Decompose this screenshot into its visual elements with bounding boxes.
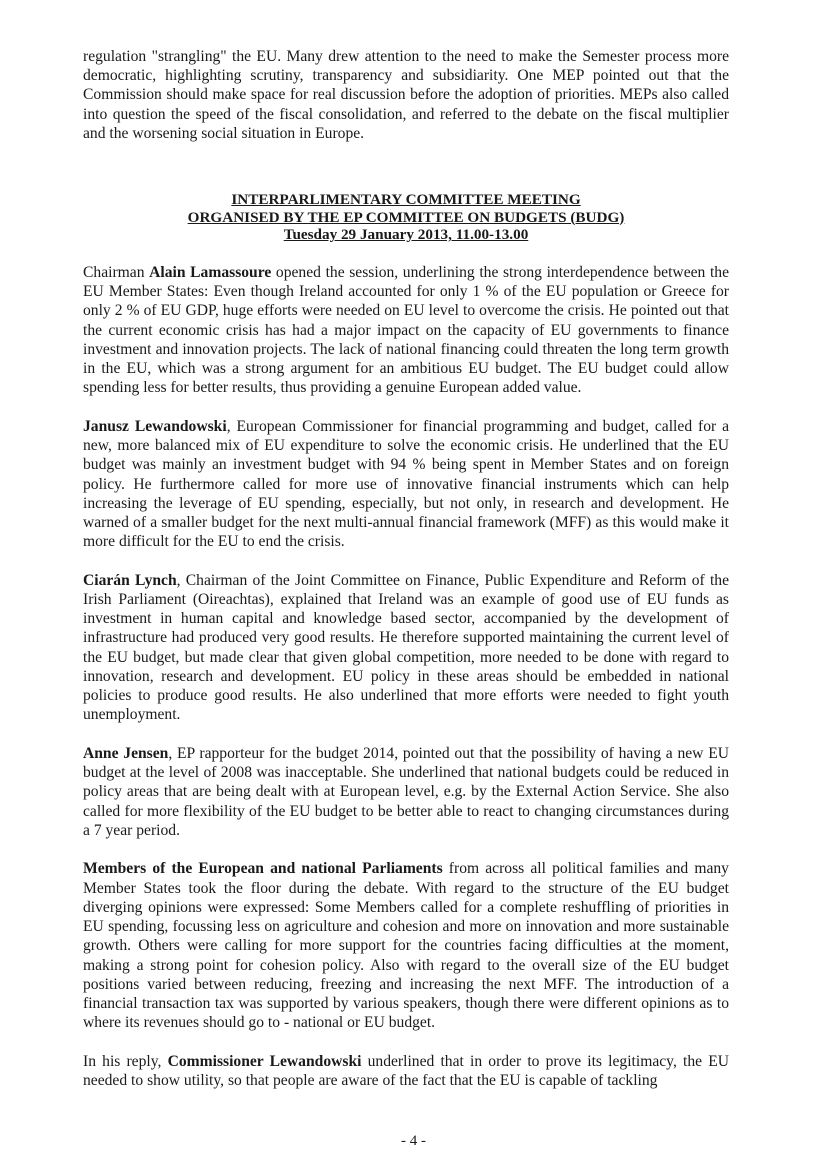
paragraph-text: from across all political families and many Member States took the floor during the debate. With regard to the structure of the EU budget diverging opinions were expressed: Some Members called for a complete reshuffling of priorities in EU spending, focussing less on agriculture and cohesion and more on innovation and more sustainable growth. Others were calling for more support for the countries facing difficulties at the moment, making a strong point for cohesion policy. Also with regard to the overall size of the EU budget positions varied between reducing, freezing and increasing the next MFF. The introduction of a financial transaction tax was supported by various speakers, though there were different opinions as to where its revenues should go to - national or EU budget.	[83, 860, 729, 1032]
paragraph-text: , European Commissioner for financial programming and budget, called for a new, more balanced mix of EU expenditure to solve the economic crisis. He underlined that the EU budget was mainly an investment budget with 94 % being spent in Member States and on foreign policy. He furthermore called for more use of innovative financial instruments which can help increasing the leverage of EU spending, especially, but not only, in research and development. He warned of a smaller budget for the next multi-annual financial framework (MFF) as this would make it more difficult for the EU to end the crisis.	[83, 417, 729, 551]
meeting-heading	[83, 191, 729, 244]
paragraph-lynch	[83, 571, 729, 725]
paragraph-text: underlined that in order to prove its legitimacy, the EU needed to show utility, so that people are aware of the fact that the EU is capable of tackling	[83, 1052, 730, 1090]
paragraph-lewandowski	[83, 417, 729, 551]
paragraph-text: , Chairman of the Joint Committee on Finance, Public Expenditure and Reform of the Irish Parliament (Oireachtas), explained that Ireland was an example of good use of EU funds as investment in human capital and knowledge based sector, accompanied by the development of infrastructure had produced very good results. He therefore supported maintaining the current level of the EU budget, but made clear that given global competition, more needed to be done with regard to innovation, research and development. EU policy in these areas should be embedded in national policies to produce good results. He also underlined that more efforts were needed to fight youth unemployment.	[83, 571, 729, 724]
paragraph-reply	[83, 1052, 729, 1090]
paragraph-members	[83, 859, 729, 1032]
speaker-name: Alain Lamassoure	[149, 264, 272, 281]
page-number: - 4 -	[401, 1133, 426, 1149]
paragraph-jensen	[83, 744, 729, 840]
speaker-name: Anne Jensen	[83, 744, 169, 762]
speaker-name: Commissioner Lewandowski	[167, 1052, 362, 1070]
paragraph-text: opened the session, underlining the strong interdependence between the EU Member States: Even though Ireland accounted for only 1 % of the EU population or Greece for only 2 % of EU GDP, huge efforts were needed on EU level to overcome the crisis. He pointed out that the current economic crisis has had a major impact on the capacity of EU governments to finance investment and innovation projects. The lack of national financing could threaten the long term growth in the EU, which was a strong argument for an ambitious EU budget. The EU budget could allow spending less for better results, thus providing a genuine European added value.	[83, 264, 730, 397]
heading-line-3: Tuesday 29 January 2013, 11.00-13.00	[283, 226, 529, 244]
heading-line-1: INTERPARLIMENTARY COMMITTEE MEETING	[231, 191, 581, 208]
paragraph-prefix: In his reply,	[83, 1052, 168, 1070]
heading-line-2: ORGANISED BY THE EP COMMITTEE ON BUDGETS (BUDG)	[187, 208, 625, 226]
paragraph-text: , EP rapporteur for the budget 2014, pointed out that the possibility of having a new EU budget at the level of 2008 was inacceptable. She underlined that national budgets could be reduced in policy areas that are being dealt with at European level, e.g. by the External Action Service. She also called for more flexibility of the EU budget to be better able to react to changing circumstances during a 7 year period.	[83, 744, 729, 839]
paragraph-lamassoure	[83, 263, 729, 397]
intro-section	[83, 47, 729, 143]
intro-paragraph: regulation "strangling" the EU. Many drew attention to the need to make the Semester process more democratic, highlighting scrutiny, transparency and subsidiarity. One MEP pointed out that the Commission should make space for real discussion before the adoption of priorities. MEPs also called into question the speed of the fiscal consolidation, and referred to the debate on the fiscal multiplier and the worsening social situation in Europe.	[83, 48, 729, 142]
paragraph-prefix: Chairman	[83, 264, 150, 281]
speaker-name: Members of the European and national Parliaments	[83, 860, 443, 878]
body-section	[83, 263, 729, 1110]
speaker-name: Janusz Lewandowski	[83, 417, 227, 435]
speaker-name: Ciarán Lynch	[83, 571, 177, 589]
